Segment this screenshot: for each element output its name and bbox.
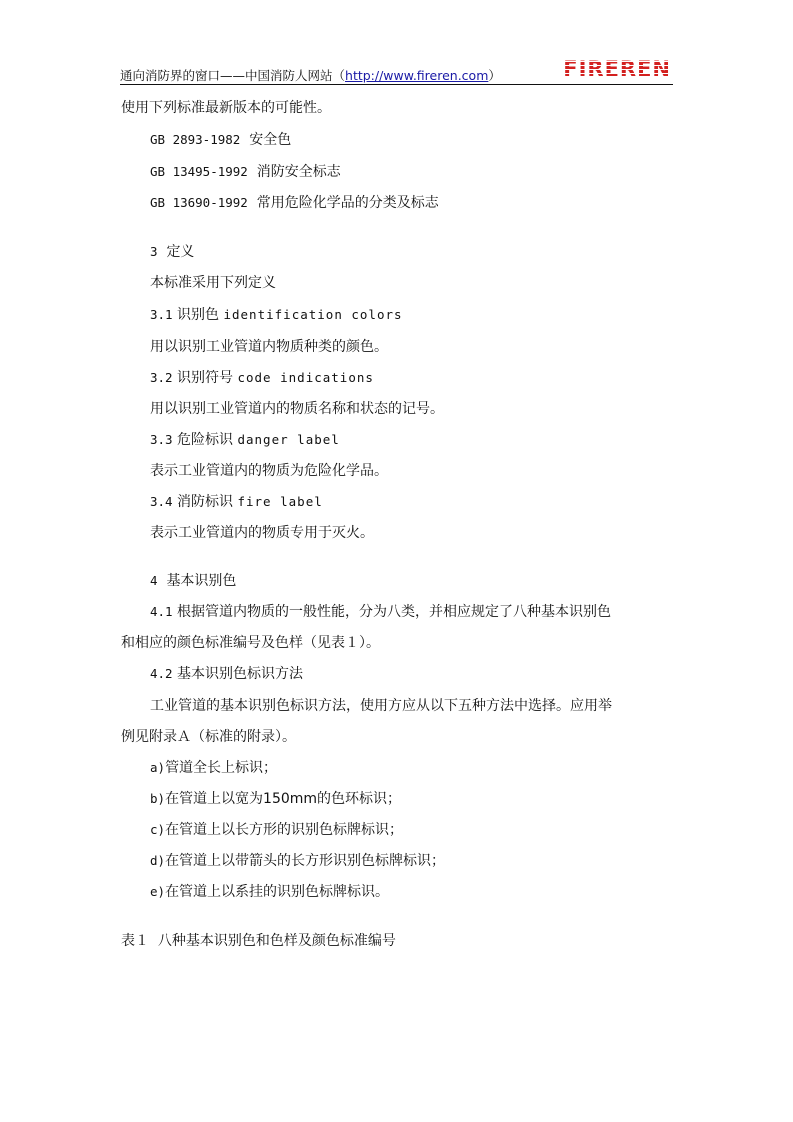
method-text: 在管道上以长方形的识别色标牌标识； <box>165 822 404 838</box>
paragraph-4-2-line-2: 例见附录Ａ（标准的附录）。 <box>121 729 296 745</box>
table-title: 八种基本识别色和色样及颜色标准编号 <box>157 933 396 949</box>
section-4-heading <box>150 572 236 590</box>
page-header <box>120 57 673 85</box>
definition-term-en: fire label <box>237 494 323 509</box>
section-number: 3 <box>150 244 158 259</box>
definition-term-zh: 消防标识 <box>177 494 234 510</box>
header-site-text <box>120 66 501 84</box>
header-url-link[interactable]: http://www.fireren.com <box>345 68 489 83</box>
method-list-item <box>150 883 389 901</box>
definition-number: 3.2 <box>150 370 173 385</box>
definition-term-zh: 危险标识 <box>177 432 234 448</box>
definition-description: 用以识别工业管道内物质种类的颜色。 <box>150 339 388 355</box>
definition-term <box>150 431 340 449</box>
reference-code: GB 13690-1992 <box>150 195 248 210</box>
method-list-item <box>150 790 401 808</box>
table-number: 表１ <box>121 933 149 949</box>
reference-item <box>150 194 439 212</box>
definition-number: 3.1 <box>150 307 173 322</box>
definition-number: 3.4 <box>150 494 173 509</box>
definition-term-zh: 识别色 <box>177 307 220 323</box>
definition-term-en: danger label <box>237 432 340 447</box>
header-site-label: 通向消防界的窗口——中国消防人网站（ <box>120 68 346 83</box>
reference-title: 常用危险化学品的分类及标志 <box>256 195 439 211</box>
reference-item <box>150 163 341 181</box>
method-label: d) <box>150 853 166 868</box>
header-close-paren: ） <box>488 68 501 83</box>
definition-term-en: identification colors <box>223 307 403 322</box>
section-title: 定义 <box>166 244 195 260</box>
section-number: 4 <box>150 573 158 588</box>
definition-term <box>150 306 403 324</box>
reference-title: 安全色 <box>249 132 292 148</box>
clause-title: 基本识别色标识方法 <box>177 666 304 682</box>
method-list-item <box>150 821 403 839</box>
section-title: 基本识别色 <box>166 573 237 589</box>
intro-paragraph: 使用下列标准最新版本的可能性。 <box>121 100 331 116</box>
paragraph-4-1-line-2: 和相应的颜色标准编号及色样（见表１）。 <box>121 635 380 651</box>
reference-item <box>150 131 291 149</box>
method-label: b) <box>150 791 166 806</box>
section-3-intro: 本标准采用下列定义 <box>150 275 276 291</box>
definition-term-zh: 识别符号 <box>177 370 234 386</box>
section-3-heading <box>150 243 194 261</box>
table-caption <box>121 932 396 950</box>
definition-term <box>150 493 323 511</box>
reference-title: 消防安全标志 <box>256 164 341 180</box>
method-text: 在管道上以宽为150mm的色环标识； <box>165 791 402 807</box>
method-text: 管道全长上标识； <box>165 760 278 776</box>
definition-description: 表示工业管道内的物质为危险化学品。 <box>150 463 388 479</box>
method-label: e) <box>150 884 166 899</box>
definition-term-en: code indications <box>237 370 374 385</box>
reference-code: GB 13495-1992 <box>150 164 248 179</box>
header-divider <box>120 84 673 85</box>
method-text: 在管道上以系挂的识别色标牌标识。 <box>165 884 390 900</box>
reference-code: GB 2893-1982 <box>150 132 241 147</box>
method-text: 在管道上以带箭头的长方形识别色标牌标识； <box>165 853 446 869</box>
method-label: c) <box>150 822 166 837</box>
paragraph-4-2-line-1: 工业管道的基本识别色标识方法，使用方应从以下五种方法中选择。应用举 <box>150 698 612 714</box>
definition-term <box>150 369 374 387</box>
clause-text: 根据管道内物质的一般性能，分为八类，并相应规定了八种基本识别色 <box>177 604 612 620</box>
clause-number: 4.1 <box>150 604 173 619</box>
definition-description: 用以识别工业管道内的物质名称和状态的记号。 <box>150 401 444 417</box>
definition-number: 3.3 <box>150 432 173 447</box>
clause-number: 4.2 <box>150 666 173 681</box>
method-list-item <box>150 852 445 870</box>
fireren-logo: FIREREN <box>563 57 671 81</box>
paragraph-4-1-line-1 <box>150 603 611 621</box>
method-list-item <box>150 759 277 777</box>
paragraph-4-2-heading <box>150 665 303 683</box>
definition-description: 表示工业管道内的物质专用于灭火。 <box>150 525 374 541</box>
method-label: a) <box>150 760 166 775</box>
